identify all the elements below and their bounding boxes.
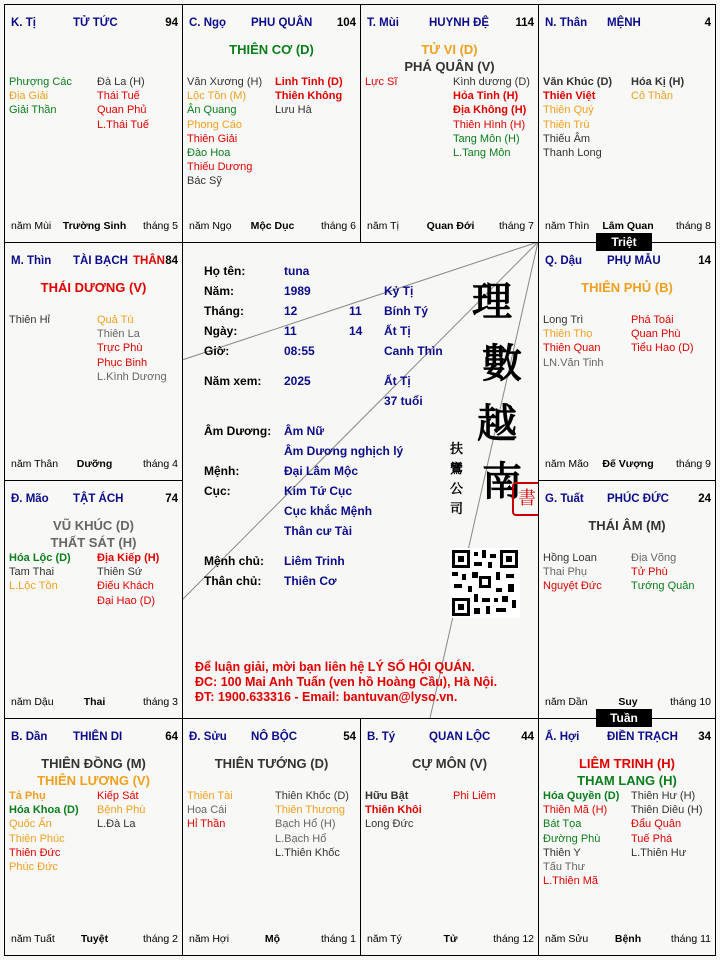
- palace-header: [545, 493, 711, 509]
- palace-stage: Tuyệt: [80, 933, 109, 945]
- minor-star: Địa Không (H): [453, 104, 527, 117]
- palace-header: [545, 255, 711, 271]
- info-nam-can: Kỷ Tị: [384, 284, 414, 298]
- palace-can-chi: M. Thìn: [11, 255, 52, 267]
- calligraphy-char-3: 越: [477, 400, 517, 447]
- minor-star: Thiên Khôi: [365, 804, 422, 817]
- palace-number: 44: [521, 731, 534, 743]
- palace-header: [545, 731, 711, 747]
- palace-month: tháng 5: [142, 220, 178, 232]
- right-stars: [97, 75, 149, 132]
- minor-star: Phi Liêm: [453, 790, 496, 802]
- minor-star: Phục Binh: [97, 356, 148, 369]
- minor-star: Thiên Quan: [543, 342, 601, 355]
- palace-year: năm Ngọ: [189, 220, 232, 232]
- main-star: THẤT SÁT (H): [50, 535, 137, 550]
- palace-number: 64: [165, 731, 178, 743]
- palace-footer: [189, 933, 356, 947]
- palace-footer: [545, 220, 711, 234]
- minor-star: Tấu Thư: [543, 861, 586, 874]
- palace-mao[interactable]: [4, 480, 183, 719]
- palace-ty[interactable]: [360, 718, 539, 956]
- minor-star: L.Kình Dương: [97, 370, 167, 383]
- info-am-duong-label: Âm Dương:: [204, 424, 272, 438]
- right-stars: [453, 75, 530, 160]
- minor-star: Thiếu Âm: [543, 132, 591, 145]
- palace-year: năm Tị: [367, 220, 399, 232]
- palace-footer: [367, 933, 534, 947]
- main-star: PHÁ QUÂN (V): [404, 59, 495, 74]
- palace-ngo[interactable]: [182, 4, 361, 243]
- palace-name: HUYNH ĐỆ: [429, 17, 490, 29]
- minor-star: Thiên Mã (H): [543, 804, 608, 817]
- minor-star: L.Đà La: [97, 818, 136, 831]
- info-ngay-label: Ngày:: [204, 324, 238, 338]
- main-star: CỰ MÔN (V): [411, 756, 488, 771]
- palace-name: TÀI BẠCH: [73, 255, 128, 267]
- palace-footer: [545, 458, 711, 472]
- palace-year: năm Dần: [545, 696, 588, 708]
- minor-star: Đào Hoa: [187, 147, 231, 160]
- palace-name: PHỤ MẪU: [607, 255, 661, 267]
- info-gio: 08:55: [284, 344, 315, 358]
- palace-name: TỬ TỨC: [73, 17, 118, 29]
- minor-star: L.Thiên Khốc: [275, 846, 340, 859]
- minor-star: Tuế Phá: [631, 832, 673, 845]
- right-stars: [275, 75, 343, 118]
- palace-suu[interactable]: [182, 718, 361, 956]
- minor-star: Thiên Y: [543, 846, 581, 859]
- left-stars: [187, 789, 233, 832]
- minor-star: Bác Sỹ: [187, 175, 222, 188]
- palace-number: 54: [343, 731, 356, 743]
- main-star: TỬ VI (D): [421, 42, 478, 57]
- palace-header: [189, 17, 356, 33]
- info-menh-label: Mệnh:: [204, 464, 240, 478]
- info-menh: Đại Lâm Mộc: [284, 464, 359, 478]
- left-stars: [543, 789, 619, 888]
- main-star: VŨ KHÚC (D): [53, 518, 134, 533]
- info-ho-ten-label: Họ tên:: [204, 264, 246, 278]
- contact-line-1: Để luận giải, mời bạn liên hệ LÝ SỐ HỘI QUÁN.: [195, 660, 475, 674]
- palace-stage: Quan Đới: [426, 220, 475, 232]
- palace-month: tháng 4: [142, 458, 178, 470]
- minor-star: Thiên Hỉ: [9, 314, 50, 326]
- palace-can-chi: B. Tý: [367, 731, 396, 743]
- minor-star: Phượng Các: [9, 76, 72, 88]
- minor-star: Văn Xương (H): [187, 76, 263, 88]
- palace-can-chi: Q. Dậu: [545, 255, 583, 267]
- palace-header: [189, 731, 356, 747]
- info-cuc: Kim Tứ Cục: [284, 484, 353, 498]
- palace-number: 114: [515, 17, 534, 29]
- palace-dau[interactable]: [538, 242, 716, 481]
- palace-thin[interactable]: [4, 242, 183, 481]
- minor-star: L.Thái Tuế: [97, 118, 149, 131]
- minor-star: Thiên Thọ: [543, 328, 593, 341]
- palace-year: năm Tý: [367, 933, 402, 945]
- minor-star: Kiếp Sát: [97, 790, 139, 802]
- minor-star: Hóa Lộc (D): [9, 552, 71, 564]
- palace-name: PHU QUÂN: [251, 17, 313, 29]
- palace-header: [11, 731, 178, 747]
- palace-month: tháng 1: [320, 933, 356, 945]
- palace-stage: Bệnh: [614, 933, 642, 945]
- minor-star: Thiên La: [97, 328, 140, 341]
- minor-star: LN.Văn Tinh: [543, 356, 604, 369]
- main-star: THÁI DƯƠNG (V): [40, 280, 147, 295]
- palace-month: tháng 10: [670, 696, 711, 708]
- palace-stage: Trường Sinh: [62, 220, 127, 232]
- palace-number: 24: [698, 493, 711, 505]
- main-star: THIÊN PHỦ (B): [581, 280, 673, 295]
- info-nam-label: Năm:: [204, 284, 235, 298]
- minor-star: Thai Phụ: [543, 566, 588, 579]
- palace-month: tháng 11: [670, 933, 711, 945]
- minor-star: Hồng Loan: [543, 552, 597, 564]
- palace-header: [545, 17, 711, 33]
- palace-header: [367, 731, 534, 747]
- minor-star: Phá Toái: [631, 314, 674, 326]
- palace-year: năm Mùi: [11, 220, 52, 232]
- minor-star: Hóa Quyền (D): [543, 790, 620, 802]
- minor-star: Hóa Khoa (D): [9, 804, 79, 817]
- info-than-chu: Thiên Cơ: [284, 574, 337, 588]
- main-star: THAM LANG (H): [577, 773, 677, 788]
- palace-can-chi: B. Dần: [11, 731, 48, 743]
- left-stars: [365, 75, 397, 89]
- minor-star: L.Bạch Hổ: [275, 832, 327, 845]
- left-stars: [9, 313, 50, 327]
- red-seal: 書: [512, 482, 538, 516]
- palace-ti[interactable]: [4, 4, 183, 243]
- info-ngay-can: Ất Tị: [384, 324, 411, 338]
- palace-header: [367, 17, 534, 33]
- minor-star: Đại Hao (D): [97, 594, 156, 607]
- palace-stage: Lâm Quan: [602, 220, 654, 232]
- minor-star: L.Lộc Tồn: [9, 580, 58, 593]
- left-stars: [9, 75, 72, 118]
- right-stars: [97, 789, 145, 832]
- minor-star: Lưu Hà: [275, 104, 312, 117]
- minor-star: Địa Giải: [9, 90, 49, 103]
- palace-stage: Dưỡng: [76, 458, 113, 470]
- main-star: LIÊM TRINH (H): [578, 756, 676, 771]
- main-star: THÁI ÂM (M): [588, 518, 666, 533]
- minor-star: Tiểu Hao (D): [631, 342, 694, 355]
- palace-footer: [11, 220, 178, 234]
- info-thang: 12: [284, 304, 298, 318]
- contact-line-3: ĐT: 1900.633316 - Email: bantuvan@lyso.vn.: [195, 690, 458, 704]
- left-stars: [543, 75, 612, 160]
- left-stars: [187, 75, 262, 189]
- info-menh-chu: Liêm Trinh: [284, 554, 345, 568]
- minor-star: Linh Tinh (D): [275, 76, 343, 88]
- palace-name: MỆNH: [607, 17, 641, 29]
- minor-star: Phong Cáo: [187, 118, 243, 131]
- info-tuoi: 37 tuổi: [384, 394, 423, 408]
- minor-star: Hỉ Thần: [187, 818, 226, 831]
- palace-name: ĐIỀN TRẠCH: [607, 731, 678, 743]
- palace-can-chi: G. Tuất: [545, 493, 584, 505]
- palace-month: tháng 6: [320, 220, 356, 232]
- palace-stage: Thai: [83, 696, 106, 708]
- palace-can-chi: C. Ngọ: [189, 17, 227, 29]
- left-stars: [365, 789, 422, 832]
- palace-footer: [11, 696, 178, 710]
- minor-star: Cô Thần: [631, 90, 673, 103]
- minor-star: Phúc Đức: [9, 861, 58, 874]
- minor-star: Tướng Quân: [631, 580, 695, 593]
- palace-number: 104: [336, 17, 356, 29]
- palace-month: tháng 7: [498, 220, 534, 232]
- palace-footer: [545, 696, 711, 710]
- left-stars: [543, 313, 604, 370]
- triet-tag: Triệt: [596, 233, 652, 251]
- palace-name: NÔ BỘC: [251, 731, 297, 743]
- minor-star: Bệnh Phù: [97, 804, 146, 817]
- minor-star: Tả Phụ: [9, 790, 46, 802]
- palace-year: năm Dậu: [11, 696, 54, 708]
- minor-star: L.Thiên Hư: [631, 846, 687, 859]
- palace-month: tháng 8: [675, 220, 711, 232]
- minor-star: Thiên Diêu (H): [631, 804, 703, 817]
- minor-star: Quan Phù: [631, 328, 681, 341]
- minor-star: Bát Tọa: [543, 818, 582, 831]
- palace-name: PHÚC ĐỨC: [607, 493, 669, 505]
- palace-can-chi: Đ. Sửu: [189, 731, 227, 743]
- palace-mui[interactable]: [360, 4, 539, 243]
- right-stars: [631, 551, 695, 594]
- contact-line-2: ĐC: 100 Mai Anh Tuấn (ven hồ Hoàng Cầu), Hà Nội.: [195, 675, 498, 689]
- main-star: THIÊN ĐỒNG (M): [41, 756, 146, 771]
- minor-star: Lộc Tồn (M): [187, 90, 247, 103]
- palace-number: 84: [165, 255, 178, 267]
- info-nam-xem: 2025: [284, 374, 311, 388]
- palace-year: năm Hợi: [189, 933, 230, 945]
- left-stars: [9, 789, 79, 874]
- minor-star: Đẩu Quân: [631, 818, 682, 831]
- palace-month: tháng 12: [493, 933, 534, 945]
- minor-star: Tam Thai: [9, 566, 55, 579]
- palace-can-chi: Đ. Mão: [11, 493, 49, 505]
- minor-star: Văn Khúc (D): [543, 76, 613, 88]
- palace-can-chi: Ấ. Hợi: [545, 731, 580, 743]
- calligraphy-char-1: 理: [472, 278, 512, 325]
- palace-footer: [189, 220, 356, 234]
- main-star: THIÊN TƯỚNG (D): [214, 756, 329, 771]
- info-ho-ten: tuna: [284, 264, 310, 278]
- right-stars: [453, 789, 496, 803]
- minor-star: Địa Võng: [631, 552, 677, 564]
- minor-star: Thái Tuế: [97, 90, 140, 103]
- info-thang-can: Bính Tý: [384, 304, 428, 318]
- info-nam-xem-can: Ất Tị: [384, 374, 411, 388]
- palace-hoi[interactable]: [538, 718, 716, 956]
- minor-star: Thiên Sứ: [97, 566, 143, 579]
- palace-stage: Tử: [443, 933, 458, 945]
- palace-number: 4: [704, 17, 711, 29]
- minor-star: Quả Tú: [97, 314, 134, 326]
- info-menh-chu-label: Mệnh chủ:: [204, 554, 264, 568]
- palace-number: 34: [698, 731, 711, 743]
- palace-stage: Suy: [618, 696, 638, 708]
- minor-star: Thiếu Dương: [187, 161, 253, 174]
- calligraphy-char-2: 數: [482, 340, 522, 387]
- palace-name: QUAN LỘC: [429, 731, 491, 743]
- palace-tuat[interactable]: [538, 480, 716, 719]
- minor-star: Hóa Kị (H): [631, 76, 685, 88]
- palace-header: [11, 255, 178, 271]
- palace-header: [11, 493, 178, 509]
- minor-star: Long Đức: [365, 818, 414, 831]
- palace-month: tháng 9: [675, 458, 711, 470]
- palace-can-chi: K. Tị: [11, 17, 36, 29]
- info-than-chu-label: Thân chủ:: [204, 574, 262, 588]
- minor-star: Lực Sĩ: [365, 76, 398, 88]
- main-star: THIÊN CƠ (D): [229, 42, 314, 57]
- minor-star: Địa Kiếp (H): [97, 552, 160, 564]
- minor-star: Thanh Long: [543, 147, 602, 160]
- minor-star: Thiên Hư (H): [631, 790, 696, 802]
- right-stars: [275, 789, 349, 860]
- right-stars: [631, 789, 703, 860]
- minor-star: Trực Phù: [97, 342, 143, 355]
- palace-year: năm Thân: [11, 458, 59, 470]
- main-star: THIÊN LƯƠNG (V): [37, 773, 150, 788]
- right-stars: [631, 313, 694, 356]
- minor-star: Kình dương (D): [453, 76, 530, 88]
- minor-star: Đà La (H): [97, 76, 145, 88]
- than-marker: THÂN: [133, 255, 165, 267]
- palace-dan[interactable]: [4, 718, 183, 956]
- right-stars: [97, 551, 159, 608]
- info-cuc-2: Cục khắc Mệnh: [284, 504, 373, 518]
- info-am-duong-2: Âm Dương nghịch lý: [284, 444, 404, 458]
- minor-star: Thiên Khốc (D): [275, 790, 349, 802]
- minor-star: Nguyệt Đức: [543, 580, 602, 593]
- palace-than[interactable]: [538, 4, 716, 243]
- palace-name: TẬT ÁCH: [73, 493, 124, 505]
- info-thang-label: Tháng:: [204, 304, 244, 318]
- minor-star: Thiên Tài: [187, 790, 233, 802]
- minor-star: Thiên Thương: [275, 804, 346, 817]
- minor-star: L.Tang Môn: [453, 147, 511, 160]
- info-gio-label: Giờ:: [204, 344, 230, 358]
- minor-star: Thiên Đức: [9, 846, 61, 859]
- calligraphy-char-4: 南: [482, 458, 522, 505]
- calligraphy-small: 扶鸞公司: [450, 442, 464, 517]
- qr-code-icon: [450, 548, 520, 618]
- minor-star: Hữu Bật: [365, 790, 409, 802]
- minor-star: Thiên Hình (H): [453, 118, 526, 131]
- minor-star: Thiên Giải: [187, 132, 238, 145]
- palace-footer: [545, 933, 711, 947]
- minor-star: Thiên Việt: [543, 90, 596, 103]
- info-cuc-3: Thân cư Tài: [284, 524, 353, 538]
- minor-star: Tang Môn (H): [453, 132, 520, 145]
- palace-year: năm Sửu: [545, 933, 589, 945]
- minor-star: Thiên Không: [275, 90, 343, 103]
- palace-number: 14: [698, 255, 711, 267]
- left-stars: [543, 551, 602, 594]
- minor-star: Giải Thần: [9, 104, 57, 117]
- minor-star: Thiên Trù: [543, 118, 590, 131]
- palace-stage: Mộc Dục: [250, 220, 295, 232]
- right-stars: [97, 313, 167, 384]
- info-gio-can: Canh Thìn: [384, 344, 443, 358]
- palace-name: THIÊN DI: [73, 731, 123, 743]
- minor-star: Điếu Khách: [97, 580, 154, 593]
- palace-month: tháng 3: [142, 696, 178, 708]
- minor-star: Tử Phù: [631, 566, 668, 579]
- minor-star: Đường Phù: [543, 832, 601, 845]
- minor-star: Ân Quang: [187, 104, 237, 117]
- tuan-tag: Tuần: [596, 709, 652, 727]
- palace-year: năm Mão: [545, 458, 589, 470]
- minor-star: Thiên Phúc: [9, 832, 65, 845]
- palace-footer: [11, 458, 178, 472]
- info-cuc-label: Cục:: [204, 484, 231, 498]
- info-thang-am: 11: [349, 304, 362, 318]
- palace-can-chi: T. Mùi: [367, 17, 399, 29]
- right-stars: [631, 75, 684, 103]
- minor-star: Quan Phủ: [97, 104, 147, 117]
- minor-star: Long Trì: [543, 314, 584, 326]
- left-stars: [9, 551, 71, 594]
- minor-star: L.Thiên Mã: [543, 875, 599, 888]
- info-nam-xem-label: Năm xem:: [204, 374, 262, 388]
- info-ngay-am: 14: [349, 324, 363, 338]
- info-ngay: 11: [284, 324, 297, 338]
- palace-footer: [367, 220, 534, 234]
- palace-year: năm Tuất: [11, 933, 55, 945]
- info-nam: 1989: [284, 284, 311, 298]
- center-info-panel: [182, 242, 538, 718]
- palace-stage: Đế Vượng: [602, 458, 654, 470]
- palace-stage: Mộ: [264, 933, 281, 945]
- palace-year: năm Thìn: [545, 220, 590, 232]
- minor-star: Bạch Hổ (H): [275, 818, 336, 831]
- palace-header: [11, 17, 178, 33]
- palace-can-chi: N. Thân: [545, 17, 588, 29]
- palace-month: tháng 2: [142, 933, 178, 945]
- minor-star: Hỏa Tinh (H): [453, 90, 519, 103]
- minor-star: Hoa Cái: [187, 804, 227, 817]
- palace-number: 94: [165, 17, 178, 29]
- info-am-duong: Âm Nữ: [284, 424, 325, 438]
- minor-star: Quốc Ấn: [9, 818, 52, 831]
- palace-number: 74: [165, 493, 178, 505]
- minor-star: Thiên Quý: [543, 104, 594, 117]
- palace-footer: [11, 933, 178, 947]
